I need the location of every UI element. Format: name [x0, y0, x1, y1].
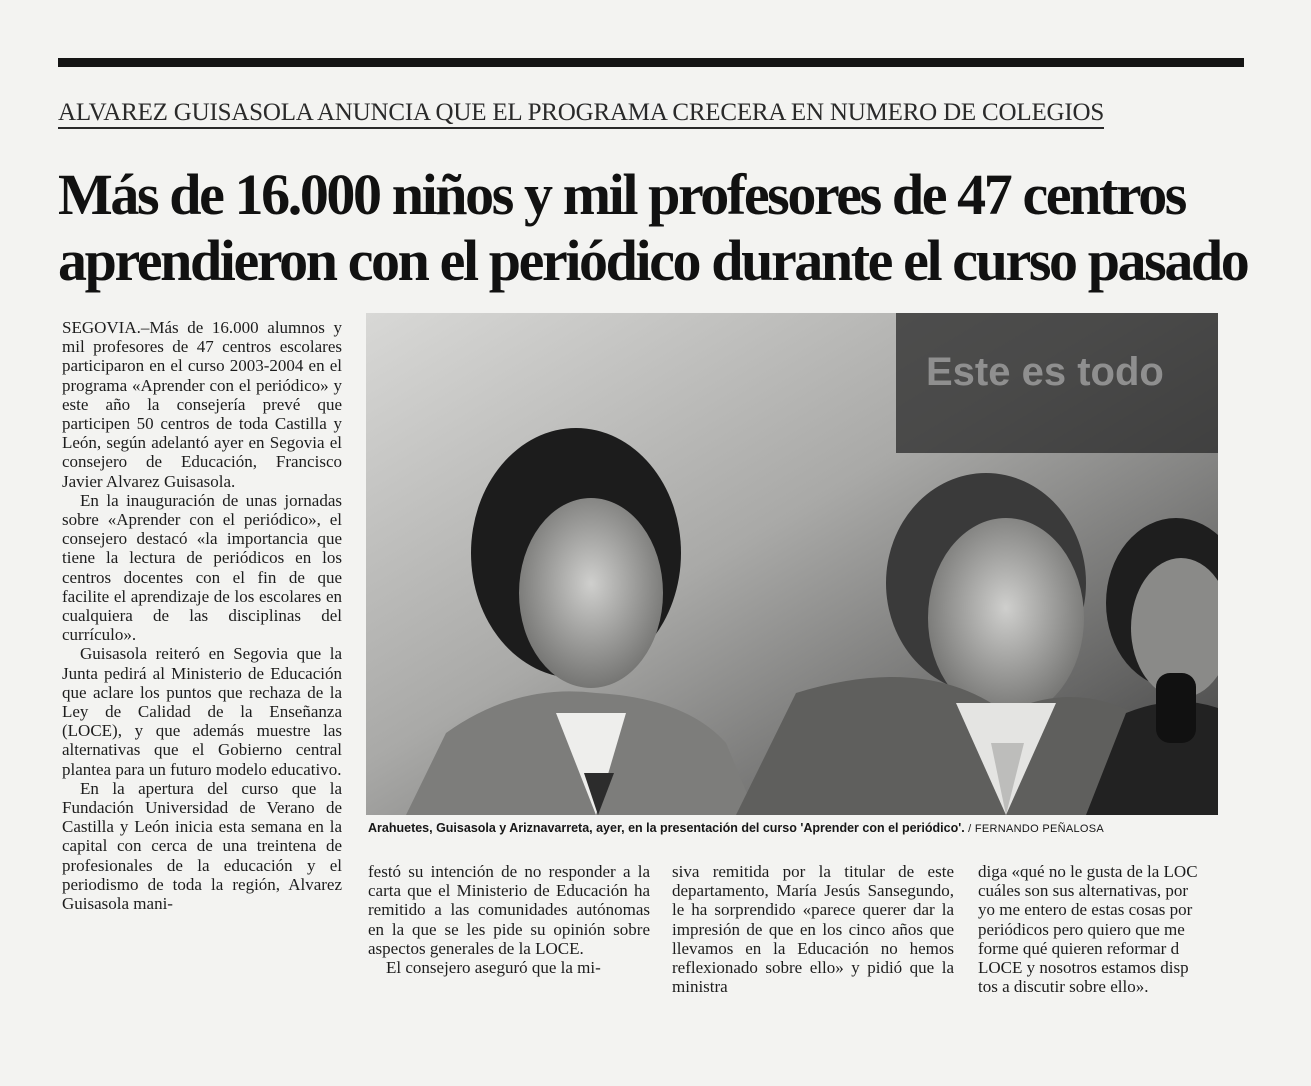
- kicker-headline: [58, 98, 1244, 128]
- text-line: forme qué quieren reformar d: [978, 938, 1180, 958]
- text-line: LOCE y nosotros estamos disp: [978, 958, 1189, 978]
- caption-text: Arahuetes, Guisasola y Ariznavarreta, ayer, en la presentación del curso 'Aprender con el periódico'.: [368, 821, 965, 835]
- paragraph: En la apertura del curso que la Fundación Universidad de Verano de Castilla y León inicia esta semana en la capital con cerca de una treintena de profesionales de la educación y el periodismo de toda la región, Alvarez Guisasola mani-: [62, 778, 342, 914]
- paragraph: En la inauguración de unas jornadas sobre «Aprender con el periódico», el consejero destacó «la importancia que tiene la lectura de periódicos en los centros docentes con el fin de que facilite el aprendizaje de los escolares en cualquiera de las disciplinas del currículo».: [62, 490, 342, 645]
- headline-line-2: aprendieron con el periódico durante el curso pasado: [58, 228, 1248, 293]
- photo-caption: [368, 821, 1238, 835]
- main-headline: [58, 162, 1248, 294]
- paragraph: SEGOVIA.–Más de 16.000 alumnos y mil profesores de 47 centros escolares participaron en el curso 2003-2004 en el programa «Aprender con el periódico» y este año la consejería prevé que participen 50 centros de toda Castilla y León, según adelantó ayer en Segovia el consejero de Educación, Francisco Javier Alvarez Guisasola.: [62, 318, 342, 491]
- banner-text: Este es todo: [926, 350, 1164, 394]
- text-line: diga «qué no le gusta de la LOC: [978, 862, 1198, 881]
- photo-credit: / FERNANDO PEÑALOSA: [968, 823, 1105, 835]
- body-column-1: [62, 318, 342, 913]
- text-line: periódicos pero quiero que me: [978, 919, 1185, 939]
- paragraph: El consejero aseguró que la mi-: [386, 958, 601, 978]
- paragraph: Guisasola reiteró en Segovia que la Junta pedirá al Ministerio de Educación que aclare los puntos que rechaza de la Ley de Calidad de la Enseñanza (LOCE), y que además muestre las alternativas que el Gobierno central plantea para un futuro modelo educativo.: [62, 644, 342, 779]
- photo-illustration: [366, 313, 1218, 815]
- text-line: tos a discutir sobre ello».: [978, 977, 1149, 997]
- body-column-2: [368, 862, 650, 977]
- kicker-text: ALVAREZ GUISASOLA ANUNCIA QUE EL PROGRAMA CRECERA EN NUMERO DE COLEGIOS: [58, 99, 1104, 129]
- news-photo: [366, 313, 1218, 815]
- text-line: yo me entero de estas cosas por: [978, 900, 1193, 920]
- body-column-4: [978, 862, 1228, 996]
- body-column-3: [672, 862, 954, 996]
- headline-line-1: Más de 16.000 niños y mil profesores de 47 centros: [58, 162, 1185, 227]
- top-rule: [58, 58, 1244, 67]
- paragraph: festó su intención de no responder a la carta que el Ministerio de Educación ha remitido a las comunidades autónomas en la que se les pide su opinión sobre aspectos generales de la LOCE.: [368, 862, 650, 958]
- text-line: cuáles son sus alternativas, por: [978, 881, 1189, 901]
- paragraph: siva remitida por la titular de este departamento, María Jesús Sansegundo, le ha sorprendido «parece querer dar la impresión de que en los cinco años que llevamos en la Educación no hemos reflexionado sobre ello» y pidió que la ministra: [672, 862, 954, 997]
